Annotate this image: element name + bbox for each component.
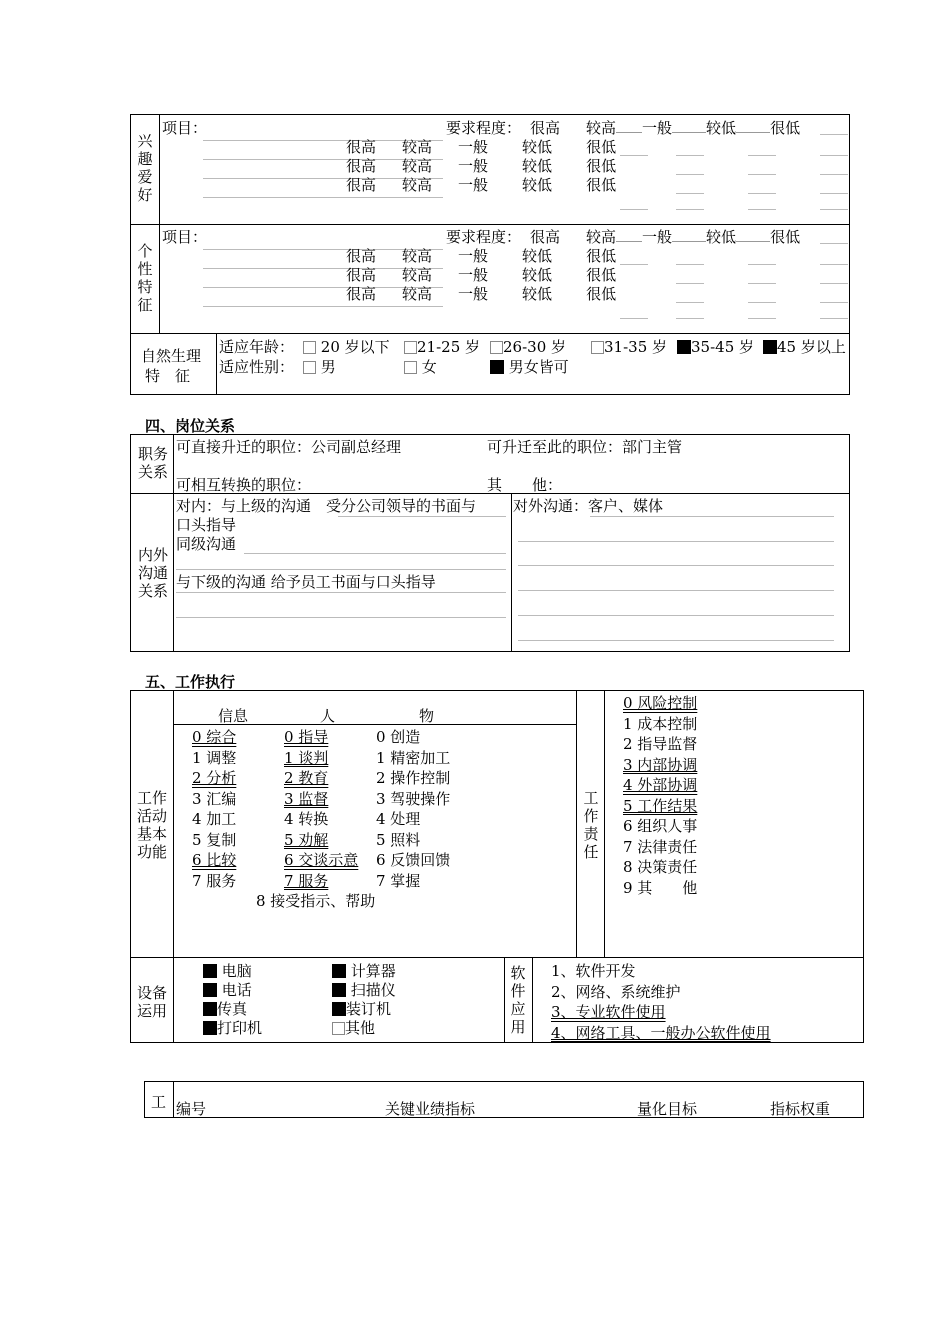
equip-checkbox	[203, 1002, 217, 1016]
equip-item[interactable]: 计算器	[332, 962, 396, 980]
gender-checkbox	[303, 361, 316, 374]
function-things-item: 2 操作控制	[376, 769, 451, 787]
age-option[interactable]: 26-30 岁	[490, 338, 566, 356]
physio-label: 特 征	[145, 367, 191, 385]
equip-checkbox	[332, 964, 346, 978]
responsibility-item: 5 工作结果	[623, 796, 698, 815]
personality-req-label: 要求程度：	[446, 228, 522, 246]
function-things-item: 0 创造	[376, 728, 421, 746]
function-things-item: 5 照料	[376, 830, 421, 849]
function-info-item: 4 加工	[192, 810, 237, 828]
interests-level-row: 很高 较高 一般 较低 很低	[346, 157, 617, 175]
age-checkbox	[591, 341, 604, 354]
equip-item[interactable]: 打印机	[203, 1019, 262, 1037]
internal-comm-cont: 口头指导	[176, 516, 237, 534]
equip-item[interactable]: 其他	[332, 1019, 375, 1037]
function-info-item: 0 综合	[192, 728, 237, 746]
age-checkbox	[404, 341, 417, 354]
responsibility-item: 0 风险控制	[623, 694, 698, 712]
col-header-info: 信息	[218, 707, 249, 725]
interests-req-label: 要求程度：	[446, 119, 522, 137]
age-checkbox-checked	[677, 340, 691, 354]
software-label: 软件应用	[510, 964, 526, 1036]
equip-item[interactable]: 扫描仪	[332, 981, 396, 999]
software-item: 2、网络、系统维护	[551, 982, 681, 1001]
equip-checkbox	[332, 1002, 346, 1016]
comm-label: 内外沟通关系	[137, 546, 168, 600]
equip-item[interactable]: 电脑	[203, 962, 252, 980]
gender-checkbox	[404, 361, 417, 374]
gender-option[interactable]: 男	[303, 358, 336, 376]
kpi-header-number: 编号	[176, 1100, 207, 1118]
age-option[interactable]: 21-25 岁	[404, 338, 480, 356]
interests-level-row: 很高 较高 一般 较低 很低	[346, 176, 617, 194]
age-checkbox	[303, 341, 316, 354]
software-item: 1、软件开发	[551, 962, 636, 980]
software-item: 4、网络工具、一般办公软件使用	[551, 1023, 771, 1042]
col-header-people: 人	[320, 707, 336, 725]
gender-option[interactable]: 男女皆可	[490, 358, 569, 376]
equip-checkbox	[332, 1022, 345, 1035]
interests-level-row	[530, 119, 800, 137]
function-things-item: 3 驾驶操作	[376, 789, 451, 808]
function-info-item: 5 复制	[192, 830, 237, 849]
internal-comm: 对内：与上级的沟通 受分公司领导的书面与	[176, 497, 477, 515]
personality-item-label: 项目：	[162, 228, 208, 246]
responsibility-item: 1 成本控制	[623, 714, 698, 733]
physio-label: 自然生理	[141, 347, 202, 365]
gender-option[interactable]: 女	[404, 358, 437, 376]
kpi-side-label: 工	[151, 1093, 167, 1111]
extra-function: 8 接受指示、帮助	[256, 892, 376, 910]
function-people-item: 4 转换	[284, 810, 329, 828]
function-people-item: 3 监督	[284, 789, 329, 808]
function-people-item: 2 教育	[284, 769, 329, 787]
interests-level-row: 很高 较高 一般 较低 很低	[346, 138, 617, 156]
personality-level-row: 很高 较高 一般 较低 很低	[346, 266, 617, 284]
kpi-header-weight: 指标权重	[770, 1100, 831, 1118]
equip-checkbox	[332, 983, 346, 997]
age-checkbox	[490, 341, 503, 354]
age-option[interactable]: 31-35 岁	[591, 338, 667, 356]
level-very-low: 很低	[770, 119, 801, 137]
interests-label: 兴趣爱好	[137, 132, 153, 204]
software-item: 3、专业软件使用	[551, 1003, 666, 1021]
equip-item[interactable]: 传真	[203, 1000, 247, 1018]
personality-level-row: 很高 较高 一般 较低 很低	[530, 228, 801, 246]
lower-comm: 与下级的沟通 给予员工书面与口头指导	[176, 573, 436, 591]
interests-item-label: 项目：	[162, 119, 208, 137]
equip-checkbox	[203, 1021, 217, 1035]
peer-comm: 同级沟通	[176, 535, 237, 553]
level-high: 较高	[586, 119, 617, 137]
responsibility-item: 9 其 他	[623, 878, 698, 897]
responsibility-item: 8 决策责任	[623, 858, 698, 876]
position-relations-table	[130, 434, 850, 652]
function-people-item: 7 服务	[284, 871, 329, 890]
kpi-table	[144, 1081, 864, 1118]
function-info-item: 1 调整	[192, 748, 237, 767]
responsibility-item: 2 指导监督	[623, 735, 698, 753]
row-divider	[130, 224, 850, 225]
age-label: 适应年龄：	[219, 338, 295, 356]
function-label: 工作活动基本功能	[136, 789, 167, 861]
duty-label: 职务关系	[137, 445, 168, 481]
col-divider	[216, 333, 217, 395]
responsibility-item: 7 法律责任	[623, 837, 698, 856]
function-info-item: 3 汇编	[192, 789, 237, 808]
section-title: 四、岗位关系	[145, 417, 236, 435]
responsibility-item: 4 外部协调	[623, 776, 698, 794]
kpi-header-target: 量化目标	[637, 1100, 698, 1118]
equip-checkbox	[203, 964, 217, 978]
row-divider	[130, 333, 850, 334]
level-very-high: 很高	[530, 119, 561, 137]
function-things-item: 1 精密加工	[376, 748, 451, 767]
level-low: 较低	[706, 119, 737, 137]
function-things-item: 6 反馈回馈	[376, 851, 451, 869]
equip-item[interactable]: 电话	[203, 981, 252, 999]
other-positions: 其 他：	[487, 476, 563, 494]
function-people-item: 0 指导	[284, 728, 329, 746]
age-option[interactable]: 45 岁以上	[763, 338, 846, 356]
function-info-item: 6 比较	[192, 851, 237, 869]
promote-from: 可升迁至此的职位：部门主管	[487, 438, 683, 456]
function-people-item: 6 交谈示意	[284, 851, 359, 869]
age-option[interactable]: 35-45 岁	[677, 338, 754, 356]
personality-level-row: 很高 较高 一般 较低 很低	[346, 285, 617, 303]
function-people-item: 5 劝解	[284, 830, 329, 849]
equip-item[interactable]: 装订机	[332, 1000, 391, 1018]
responsibility-item: 6 组织人事	[623, 817, 698, 835]
age-checkbox-checked	[763, 340, 777, 354]
col-header-things: 物	[419, 707, 435, 725]
level-medium: 一般	[642, 119, 673, 137]
function-things-item: 7 掌握	[376, 871, 421, 890]
responsibility-item: 3 内部协调	[623, 755, 698, 774]
age-option[interactable]: 20 岁以下	[303, 338, 390, 356]
function-people-item: 1 谈判	[284, 748, 329, 767]
equipment-label: 设备运用	[136, 984, 167, 1020]
section-title: 五、工作执行	[145, 673, 236, 691]
gender-checkbox-checked	[490, 360, 504, 374]
equip-checkbox	[203, 983, 217, 997]
function-info-item: 7 服务	[192, 871, 237, 890]
gender-label: 适应性别：	[219, 358, 295, 376]
external-comm: 对外沟通：客户、媒体	[513, 497, 664, 515]
function-info-item: 2 分析	[192, 769, 237, 787]
col-divider	[159, 114, 160, 333]
promote-to: 可直接升迁的职位：公司副总经理	[176, 438, 402, 456]
responsibility-label: 工作责任	[583, 789, 599, 861]
personality-label: 个性特征	[137, 242, 153, 314]
kpi-header-indicator: 关键业绩指标	[385, 1100, 476, 1118]
transfer-positions: 可相互转换的职位：	[176, 476, 312, 494]
personality-level-row: 很高 较高 一般 较低 很低	[346, 247, 617, 265]
function-things-item: 4 处理	[376, 810, 421, 828]
